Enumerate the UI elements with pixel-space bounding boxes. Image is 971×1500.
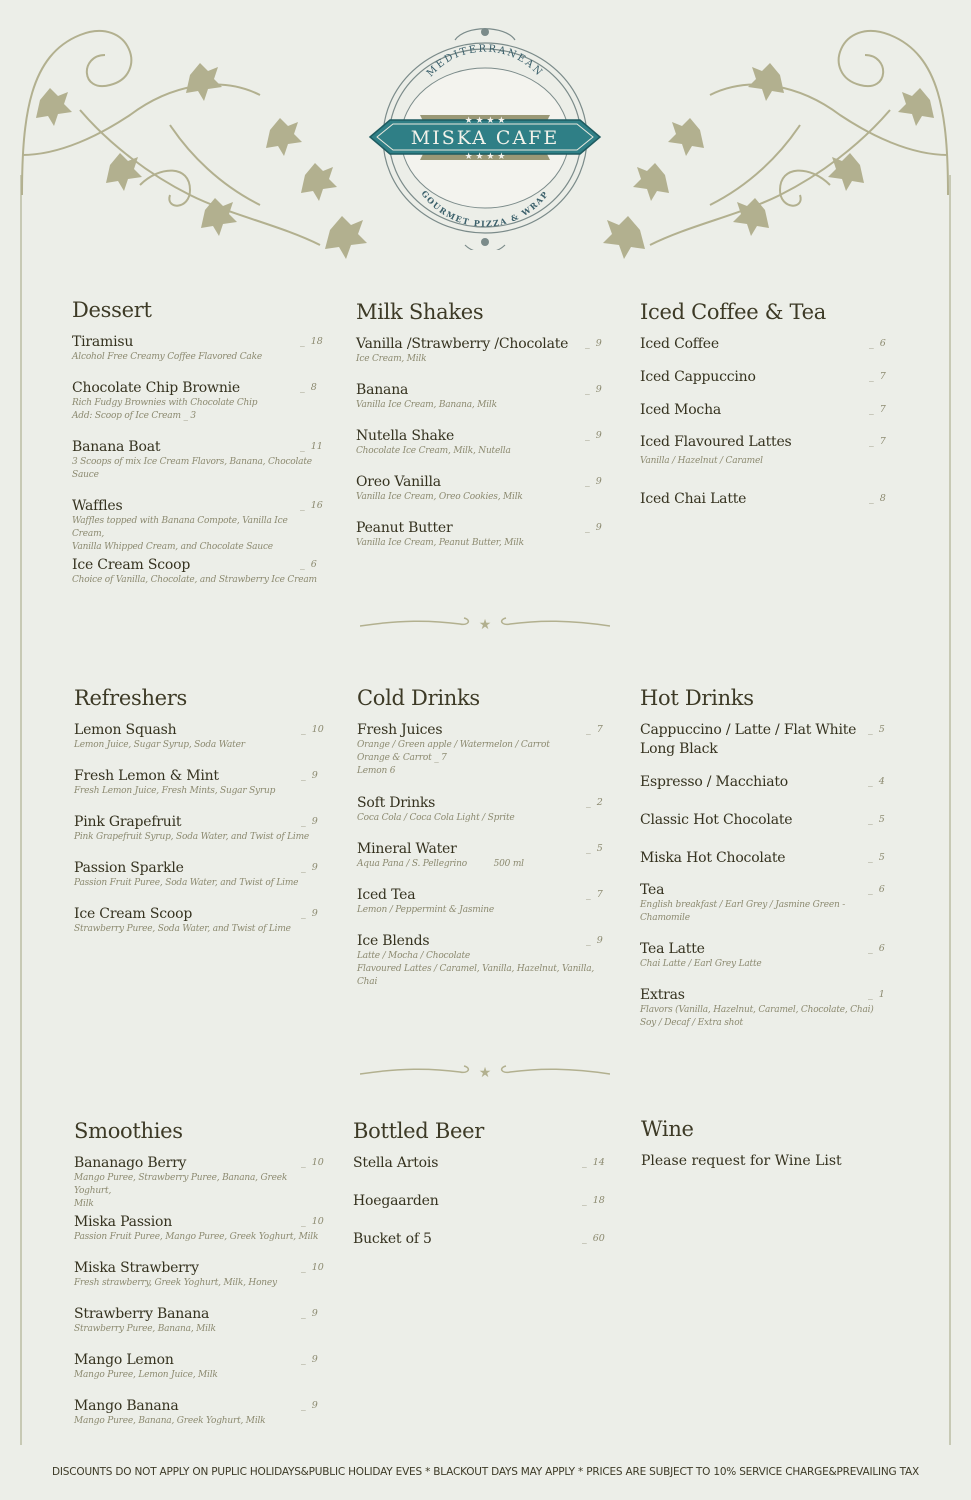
item-price: _ 2	[586, 797, 603, 808]
item-desc: Mango Puree, Lemon Juice, Milk	[74, 1370, 218, 1380]
item-name: Iced Chai Latte	[640, 491, 747, 507]
item-desc: Alcohol Free Creamy Coffee Flavored Cake	[72, 352, 262, 362]
section-iced-coffee-tea	[640, 300, 895, 521]
section-dessert	[72, 298, 322, 597]
menu-item	[640, 722, 900, 774]
item-price: _ 5	[868, 852, 885, 863]
item-price: _ 7	[586, 724, 603, 735]
item-desc: Lemon / Peppermint & Jasmine	[357, 905, 495, 915]
item-name: Ice Cream Scoop	[72, 557, 191, 573]
ornamental-divider-icon	[360, 610, 610, 636]
menu-item	[74, 1398, 324, 1438]
item-name: Iced Tea	[357, 887, 416, 903]
footer-disclaimer: DISCOUNTS DO NOT APPLY ON PUPLIC HOLIDAYS&PUBLIC HOLIDAY EVES * BLACKOUT DAYS MAY APPLY * PRICES ARE SUBJECT TO 10% SERVICE CHARGE&PREVAILING TAX	[52, 1466, 919, 1478]
item-desc: Orange & Carrot _ 7	[357, 753, 447, 763]
section-title: Cold Drinks	[357, 686, 480, 710]
menu-item	[74, 906, 324, 946]
item-desc: Ice Cream, Milk	[356, 354, 427, 364]
item-name: Passion Sparkle	[74, 860, 184, 876]
item-name: Strawberry Banana	[74, 1306, 210, 1322]
item-price: _ 6	[868, 884, 885, 895]
item-desc: Strawberry Puree, Soda Water, and Twist of Lime	[74, 924, 291, 934]
menu-item	[74, 722, 324, 768]
menu-item	[72, 439, 322, 498]
item-price: _ 9	[585, 338, 602, 349]
miska-cafe-logo	[365, 20, 605, 250]
item-name: Iced Flavoured Lattes	[640, 434, 792, 450]
item-price: _ 8	[300, 382, 317, 393]
section-wine	[641, 1117, 901, 1169]
item-name: Long Black	[640, 741, 718, 757]
item-name: Mango Lemon	[74, 1352, 174, 1368]
item-price: _ 7	[869, 436, 886, 447]
item-price: _ 18	[300, 336, 323, 347]
menu-item	[640, 336, 895, 369]
menu-item	[74, 1260, 324, 1306]
item-desc: Coca Cola / Coca Cola Light / Sprite	[357, 813, 515, 823]
item-price: _ 4	[868, 776, 885, 787]
item-name: Tea Latte	[640, 941, 705, 957]
item-name: Miska Hot Chocolate	[640, 850, 786, 866]
item-desc: Choice of Vanilla, Chocolate, and Strawberry Ice Cream	[72, 575, 317, 585]
item-price: _ 9	[301, 1308, 318, 1319]
item-desc: English breakfast / Earl Grey / Jasmine Green -	[640, 900, 846, 910]
section-milk-shakes	[356, 300, 611, 560]
menu-item	[74, 1155, 324, 1214]
item-name: Iced Coffee	[640, 336, 719, 352]
menu-item	[357, 933, 612, 993]
item-desc: Chamomile	[640, 913, 690, 923]
item-desc: Mango Puree, Strawberry Puree, Banana, Greek Yoghurt,	[74, 1173, 288, 1196]
item-desc: Rich Fudgy Brownies with Chocolate Chip	[72, 398, 258, 408]
section-title: Iced Coffee & Tea	[640, 300, 826, 324]
item-name: Oreo Vanilla	[356, 474, 441, 490]
item-name: Vanilla /Strawberry /Chocolate	[356, 336, 569, 352]
item-desc: Passion Fruit Puree, Soda Water, and Twist of Lime	[74, 878, 299, 888]
item-price: _ 8	[869, 493, 886, 504]
item-price: _ 14	[582, 1157, 605, 1168]
item-desc: Passion Fruit Puree, Mango Puree, Greek Yoghurt, Milk	[74, 1232, 319, 1242]
menu-item	[640, 850, 900, 882]
item-desc: Flavoured Lattes / Caramel, Vanilla, Hazelnut, Vanilla,	[357, 964, 595, 974]
vine-ornament-right-icon	[600, 15, 950, 275]
menu-item	[72, 380, 322, 439]
item-price: _ 10	[301, 724, 324, 735]
item-name: Ice Cream Scoop	[74, 906, 193, 922]
section-smoothies	[74, 1119, 324, 1438]
item-price: _ 5	[868, 814, 885, 825]
item-price: _ 7	[869, 404, 886, 415]
item-price: _ 6	[868, 943, 885, 954]
item-name: Extras	[640, 987, 685, 1003]
section-title: Dessert	[72, 298, 152, 322]
item-price: _ 10	[301, 1262, 324, 1273]
left-border-line	[20, 175, 22, 1445]
item-desc: Vanilla Ice Cream, Oreo Cookies, Milk	[356, 492, 523, 502]
menu-item	[74, 1352, 324, 1398]
right-border-line	[949, 175, 951, 1445]
svg-text:★ ★ ★ ★: ★ ★ ★ ★	[464, 116, 506, 126]
menu-item	[357, 841, 612, 887]
section-title: Wine	[641, 1117, 694, 1141]
item-name: Mango Banana	[74, 1398, 179, 1414]
item-desc: Vanilla Whipped Cream, and Chocolate Sauce	[72, 542, 273, 552]
item-desc: Milk	[74, 1199, 94, 1209]
item-price: _ 9	[301, 1354, 318, 1365]
item-price: _ 9	[585, 522, 602, 533]
item-price: _ 9	[301, 862, 318, 873]
menu-item	[357, 887, 612, 933]
menu-item	[640, 402, 895, 434]
item-desc: Waffles topped with Banana Compote, Vanilla Ice Cream,	[72, 516, 288, 539]
menu-item	[357, 795, 612, 841]
item-price: _ 5	[586, 843, 603, 854]
item-name: Espresso / Macchiato	[640, 774, 789, 790]
menu-item	[72, 334, 322, 380]
item-desc: Soy / Decaf / Extra shot	[640, 1018, 743, 1028]
item-name: Iced Cappuccino	[640, 369, 756, 385]
item-price: _ 6	[300, 559, 317, 570]
item-desc: Chai Latte / Earl Grey Latte	[640, 959, 762, 969]
menu-item	[356, 382, 611, 428]
item-price: _ 10	[301, 1216, 324, 1227]
item-desc: Flavors (Vanilla, Hazelnut, Caramel, Chocolate, Chai)	[640, 1005, 874, 1015]
svg-text:★: ★	[478, 617, 492, 633]
logo-top-text: MEDITERRANEAN	[424, 43, 546, 80]
item-desc: Lemon 6	[357, 766, 396, 776]
item-name: Tiramisu	[72, 334, 134, 350]
item-name: Bucket of 5	[353, 1231, 432, 1247]
vine-ornament-left-icon	[20, 15, 370, 275]
item-desc: Mango Puree, Banana, Greek Yoghurt, Milk	[74, 1416, 266, 1426]
logo-name: MISKA CAFE	[410, 127, 560, 149]
section-title: Milk Shakes	[356, 300, 484, 324]
item-price: _ 9	[301, 770, 318, 781]
ornamental-divider-icon	[360, 1058, 610, 1084]
item-name: Classic Hot Chocolate	[640, 812, 793, 828]
item-desc: Vanilla Ice Cream, Banana, Milk	[356, 400, 497, 410]
section-bottled-beer	[353, 1119, 613, 1261]
item-name: Nutella Shake	[356, 428, 455, 444]
item-name: Ice Blends	[357, 933, 430, 949]
item-desc: Fresh strawberry, Greek Yoghurt, Milk, Honey	[74, 1278, 277, 1288]
section-title: Refreshers	[74, 686, 188, 710]
item-desc: Aqua Pana / S. Pellegrino 500 ml	[357, 859, 524, 869]
item-desc: Vanilla / Hazelnut / Caramel	[640, 456, 763, 466]
item-price: _ 7	[586, 889, 603, 900]
menu-item	[356, 336, 611, 382]
item-price: _ 9	[585, 384, 602, 395]
item-name: Waffles	[72, 498, 123, 514]
menu-item	[72, 557, 322, 597]
item-desc: Orange / Green apple / Watermelon / Carrot	[357, 740, 550, 750]
item-price: _ 9	[301, 1400, 318, 1411]
menu-item	[353, 1231, 613, 1261]
item-price: _ 10	[301, 1157, 324, 1168]
item-desc: Fresh Lemon Juice, Fresh Mints, Sugar Syrup	[74, 786, 276, 796]
item-price: _ 9	[301, 816, 318, 827]
item-price: _ 16	[300, 500, 323, 511]
item-price: _ 6	[869, 338, 886, 349]
item-desc: Sauce	[72, 470, 99, 480]
menu-item	[640, 882, 900, 941]
item-name: Tea	[640, 882, 665, 898]
logo-bottom-text: GOURMET PIZZA & WRAP	[419, 188, 551, 229]
item-price: _ 9	[585, 476, 602, 487]
item-price: _ 5	[868, 724, 885, 735]
item-desc: Add: Scoop of Ice Cream _ 3	[72, 411, 196, 421]
menu-item	[356, 520, 611, 560]
menu-item	[356, 428, 611, 474]
item-desc: Lemon Juice, Sugar Syrup, Soda Water	[74, 740, 245, 750]
menu-item	[357, 722, 612, 795]
section-refreshers	[74, 686, 324, 946]
menu-item	[74, 768, 324, 814]
menu-item	[640, 434, 895, 491]
item-desc: 3 Scoops of mix Ice Cream Flavors, Banana, Chocolate	[72, 457, 312, 467]
item-name: Miska Passion	[74, 1214, 173, 1230]
item-name: Lemon Squash	[74, 722, 177, 738]
menu-item	[640, 812, 900, 850]
item-price: _ 9	[586, 935, 603, 946]
item-name: Miska Strawberry	[74, 1260, 199, 1276]
menu-item	[74, 814, 324, 860]
section-hot-drinks	[640, 686, 900, 1033]
item-desc: Chai	[357, 977, 378, 987]
item-desc: Strawberry Puree, Banana, Milk	[74, 1324, 216, 1334]
menu-item	[640, 987, 900, 1033]
item-name: Fresh Juices	[357, 722, 443, 738]
item-price: _ 9	[301, 908, 318, 919]
menu-item	[74, 1214, 324, 1260]
section-cold-drinks	[357, 686, 612, 993]
item-price: _ 18	[582, 1195, 605, 1206]
menu-item	[356, 474, 611, 520]
menu-item	[640, 369, 895, 402]
item-desc: Vanilla Ice Cream, Peanut Butter, Milk	[356, 538, 524, 548]
wine-note: Please request for Wine List	[641, 1153, 842, 1169]
item-name: Soft Drinks	[357, 795, 436, 811]
menu-item	[353, 1155, 613, 1193]
item-desc: Latte / Mocha / Chocolate	[357, 951, 470, 961]
section-title: Hot Drinks	[640, 686, 754, 710]
item-name: Mineral Water	[357, 841, 457, 857]
item-price: _ 11	[300, 441, 323, 452]
item-name: Iced Mocha	[640, 402, 722, 418]
svg-text:★: ★	[478, 1065, 492, 1081]
item-desc: Chocolate Ice Cream, Milk, Nutella	[356, 446, 511, 456]
item-name: Pink Grapefruit	[74, 814, 182, 830]
item-name: Chocolate Chip Brownie	[72, 380, 241, 396]
item-name: Stella Artois	[353, 1155, 439, 1171]
item-name: Banana Boat	[72, 439, 161, 455]
menu-item	[74, 1306, 324, 1352]
item-name: Hoegaarden	[353, 1193, 439, 1209]
item-price: _ 60	[582, 1233, 605, 1244]
svg-text:★ ★ ★ ★: ★ ★ ★ ★	[464, 152, 506, 162]
menu-item	[72, 498, 322, 557]
item-desc: Pink Grapefruit Syrup, Soda Water, and Twist of Lime	[74, 832, 310, 842]
item-price: _ 9	[585, 430, 602, 441]
menu-item	[640, 491, 895, 521]
section-title: Bottled Beer	[353, 1119, 484, 1143]
item-name: Peanut Butter	[356, 520, 453, 536]
item-name: Cappuccino / Latte / Flat White	[640, 722, 857, 738]
menu-item	[640, 774, 900, 812]
item-name: Bananago Berry	[74, 1155, 187, 1171]
menu-item	[353, 1193, 613, 1231]
item-price: _ 1	[868, 989, 885, 1000]
menu-item	[74, 860, 324, 906]
section-title: Smoothies	[74, 1119, 183, 1143]
item-name: Fresh Lemon & Mint	[74, 768, 219, 784]
item-price: _ 7	[869, 371, 886, 382]
item-name: Banana	[356, 382, 409, 398]
menu-item	[640, 941, 900, 987]
